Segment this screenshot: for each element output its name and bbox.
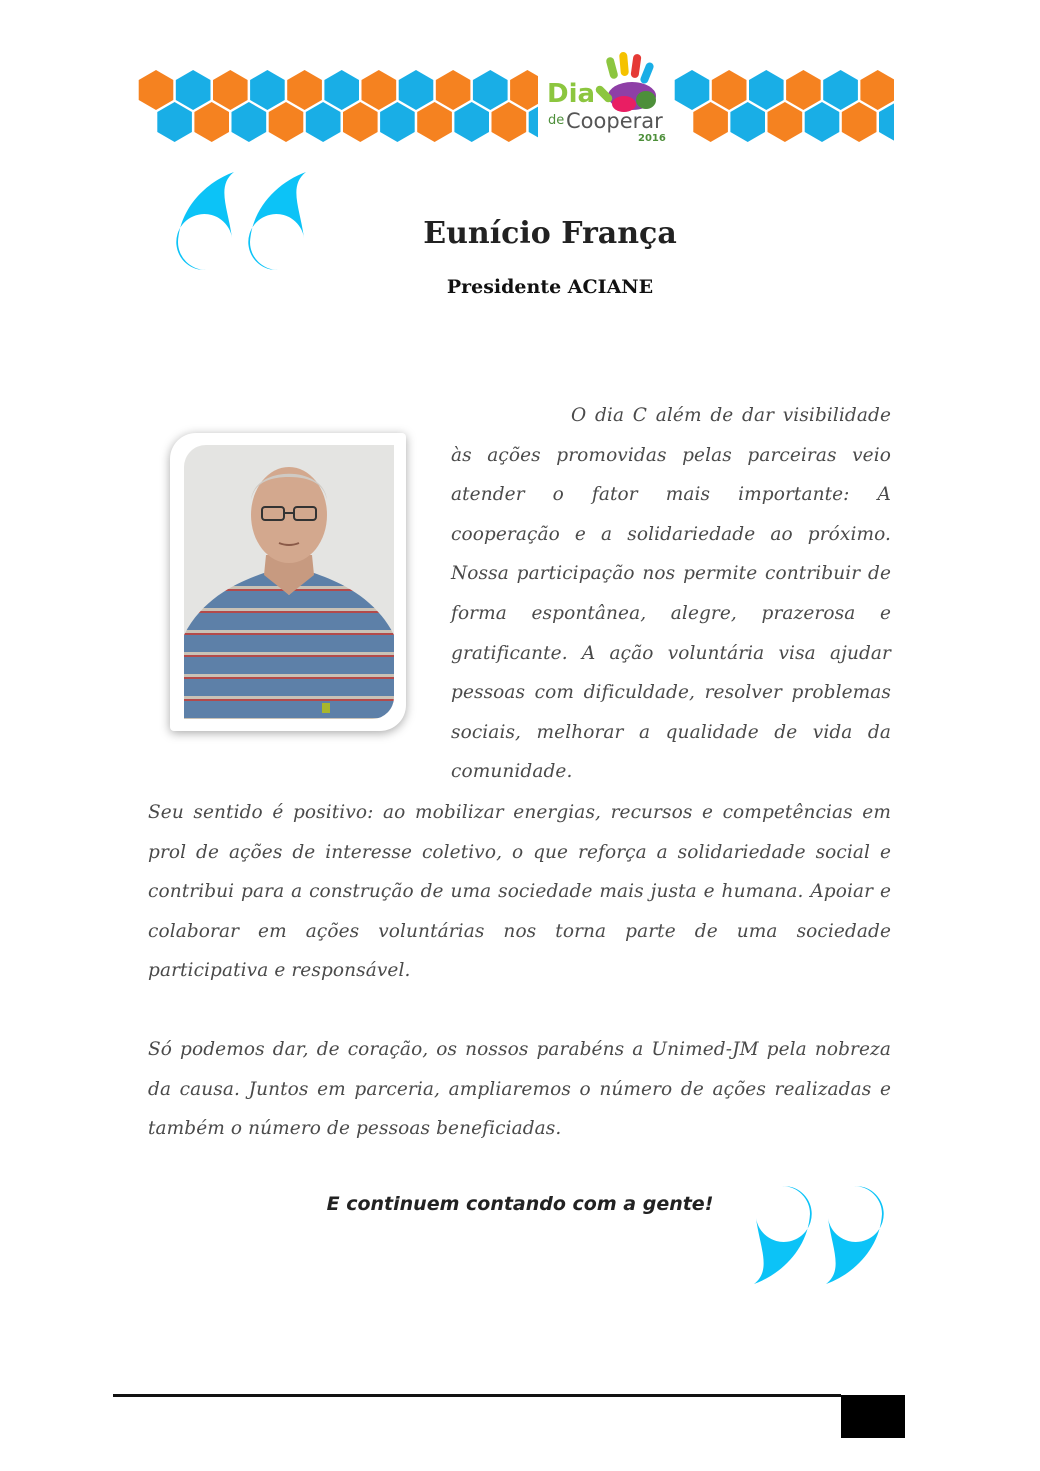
hexagon-tile <box>730 102 765 142</box>
page-number-box <box>841 1395 905 1438</box>
logo-word-de: de <box>548 113 565 128</box>
hexagon-tile <box>842 102 877 142</box>
hexagon-tile <box>898 70 933 110</box>
hexagon-tile <box>176 70 211 110</box>
hexagon-tile <box>749 70 784 110</box>
header-banner <box>0 0 1040 160</box>
hexagon-tile <box>324 70 359 110</box>
open-quote-icon <box>176 168 316 274</box>
person-name: Eunício França <box>423 216 677 251</box>
hexagon-tile <box>805 102 840 142</box>
portrait-photo-icon <box>184 445 394 719</box>
body-paragraph-3: Só podemos dar, de coração, os nossos parabéns a Unimed-JM pela nobreza da causa. Juntos em parceria, ampliaremos o número de ações realizadas e também o número de pessoas beneficiadas. <box>148 1039 891 1140</box>
hexagon-tile <box>473 70 508 110</box>
logo-year: 2016 <box>638 133 666 144</box>
hexagon-tile <box>510 70 545 110</box>
hexagon-tile <box>786 70 821 110</box>
portrait-frame <box>170 433 406 731</box>
hexagon-tile <box>250 70 285 110</box>
dia-de-cooperar-logo <box>547 52 666 144</box>
hexagon-tile <box>287 70 322 110</box>
body-paragraph-1: O dia C além de dar visibilidade às ações promovidas pelas parceiras veio atender o fator mais importante: A cooperação e a solidariedade ao próximo. Nossa participação nos permite contribuir de forma espontânea, alegre, prazerosa e gratificante. A ação voluntária visa ajudar pessoas com dificuldade, resolver problemas sociais, melhorar a qualidade de vida da comunidade. <box>451 405 891 783</box>
hand-logo-icon <box>594 52 656 112</box>
hexagon-pattern-left <box>139 70 582 142</box>
hexagon-tile <box>139 70 174 110</box>
person-role: Presidente ACIANE <box>446 276 654 298</box>
hexagon-tile <box>454 102 489 142</box>
footer-rule <box>113 1394 841 1397</box>
hexagon-pattern-right <box>675 70 933 142</box>
hexagon-tile <box>306 102 341 142</box>
hexagon-tile <box>399 70 434 110</box>
hexagon-tile <box>213 70 248 110</box>
hexagon-tile <box>269 102 304 142</box>
hexagon-tile <box>492 102 527 142</box>
hexagon-tile <box>823 70 858 110</box>
hexagon-tile <box>768 102 803 142</box>
hexagon-tile <box>879 102 914 142</box>
hexagon-tile <box>675 70 710 110</box>
hexagon-tile <box>362 70 397 110</box>
hexagon-tile <box>417 102 452 142</box>
hexagon-tile <box>712 70 747 110</box>
hexagon-tile <box>693 102 728 142</box>
hexagon-tile <box>194 102 229 142</box>
body-paragraph-2: Seu sentido é positivo: ao mobilizar energias, recursos e competências em prol de ações de interesse coletivo, o que reforça a solidariedade social e contribui para a construção de uma sociedade mais justa e humana. Apoiar e colaborar em ações voluntárias nos torna parte de uma sociedade participativa e responsável. <box>148 802 891 982</box>
hexagon-tile <box>380 102 415 142</box>
close-quote-icon <box>752 1184 886 1288</box>
hexagon-tile <box>860 70 895 110</box>
hexagon-tile <box>436 70 471 110</box>
hexagon-tile <box>157 102 192 142</box>
logo-word-cooperar: Cooperar <box>566 109 663 133</box>
hexagon-tile <box>343 102 378 142</box>
hexagon-tile <box>232 102 267 142</box>
closing-sentence: E continuem contando com a gente! <box>326 1193 714 1215</box>
logo-word-dia: Dia <box>547 79 596 109</box>
